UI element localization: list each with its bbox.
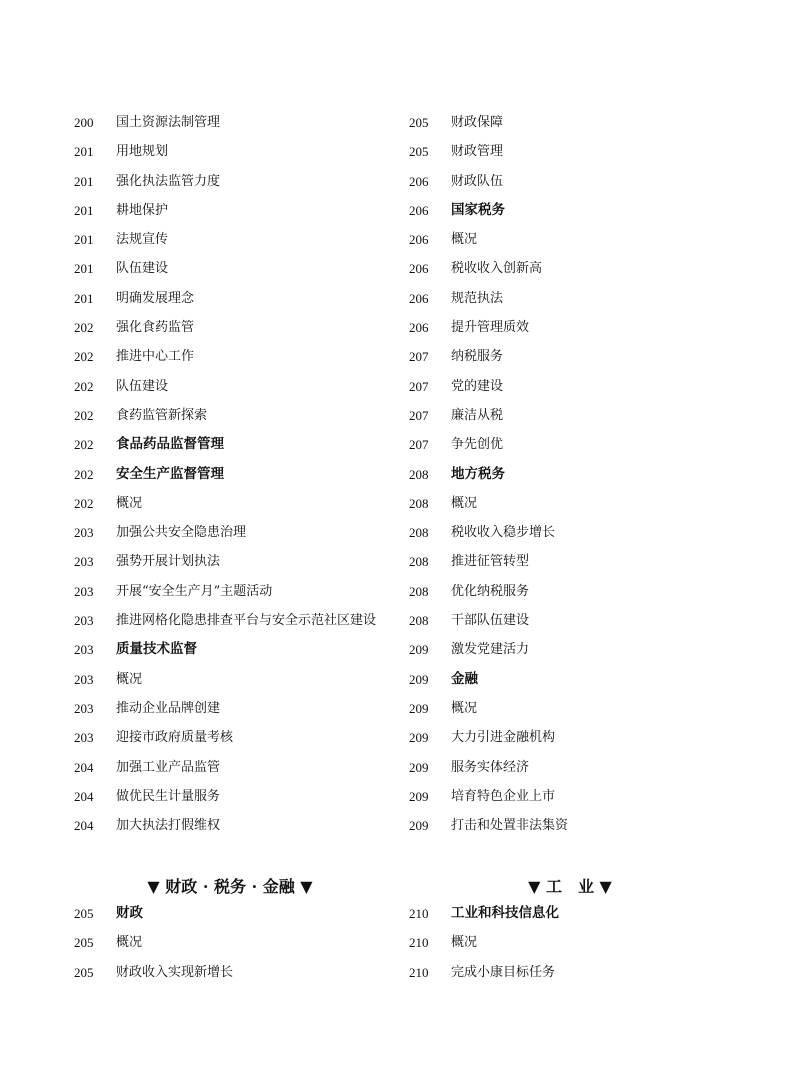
toc-entry-title: 工业和科技信息化: [451, 905, 559, 921]
toc-entry: [74, 401, 414, 430]
toc-entry: [74, 196, 414, 225]
toc-entry: [74, 225, 414, 254]
toc-entry: [74, 313, 414, 342]
toc-page-number: 203: [74, 642, 94, 658]
toc-entry: [409, 137, 749, 166]
toc-entry: [74, 518, 414, 547]
toc-page-number: 204: [74, 759, 94, 775]
toc-entry: [74, 958, 414, 987]
toc-page-number: 204: [74, 818, 94, 834]
toc-entry-title: 激发党建活力: [451, 642, 530, 658]
toc-entry-title: 服务实体经济: [451, 759, 530, 775]
toc-page-number: 206: [409, 290, 429, 306]
toc-entry: [74, 694, 414, 723]
toc-page-number: 206: [409, 261, 429, 277]
toc-section-industry-entries: [409, 899, 749, 987]
toc-entry-title: 党的建设: [451, 378, 504, 394]
toc-page-number: 203: [74, 583, 94, 599]
toc-entry: [409, 782, 749, 811]
toc-page-number: 205: [74, 964, 94, 980]
toc-entry: [409, 811, 749, 840]
toc-entry-title: 财政: [116, 905, 143, 921]
toc-entry: [409, 489, 749, 518]
toc-page-number: 209: [409, 759, 429, 775]
toc-entry: [409, 547, 749, 576]
toc-entry-title: 质量技术监督: [116, 641, 197, 658]
toc-page-number: 201: [74, 173, 94, 189]
toc-entry: [74, 928, 414, 957]
toc-entry: [74, 606, 414, 635]
toc-page-number: 205: [409, 115, 429, 130]
toc-page-number: 205: [409, 144, 429, 160]
toc-entry-title: 打击和处置非法集资: [451, 818, 569, 834]
toc-entry-title: 加强工业产品监管: [116, 759, 221, 775]
toc-entry-title: 加大执法打假维权: [116, 818, 221, 834]
toc-page-number: 203: [74, 613, 94, 629]
toc-page-number: 203: [74, 700, 94, 716]
toc-entry: [409, 254, 749, 283]
toc-entry-title: 食品药品监督管理: [116, 436, 224, 453]
toc-page-number: 210: [409, 964, 429, 980]
toc-entry-title: 安全生产监督管理: [116, 465, 224, 482]
section-heading-industry: ▼ 工 业 ▼: [528, 877, 612, 896]
toc-section-entry: [409, 899, 749, 928]
toc-entry-title: 财政收入实现新增长: [116, 964, 234, 980]
toc-section-entry: [74, 635, 414, 664]
toc-page-number: 210: [409, 906, 429, 921]
toc-entry: [74, 489, 414, 518]
toc-page-number: 203: [74, 671, 94, 687]
toc-entry-title: 廉洁从税: [451, 407, 504, 423]
toc-page-number: 205: [74, 906, 94, 921]
toc-page-number: 202: [74, 466, 94, 482]
toc-page-number: 209: [409, 730, 429, 746]
toc-left-column: [74, 108, 414, 840]
toc-entry-title: 金融: [451, 670, 478, 687]
toc-entry-title: 强化食药监管: [116, 320, 195, 336]
toc-entry-title: 耕地保护: [116, 202, 169, 218]
toc-entry-title: 纳税服务: [451, 349, 504, 365]
toc-section-entry: [409, 196, 749, 225]
toc-entry-title: 财政队伍: [451, 173, 504, 189]
toc-section-entry: [74, 460, 414, 489]
toc-page-number: 200: [74, 115, 94, 130]
toc-entry: [74, 167, 414, 196]
toc-entry-title: 干部队伍建设: [451, 613, 530, 629]
toc-page-number: 209: [409, 700, 429, 716]
toc-entry: [74, 723, 414, 752]
toc-page-number: 206: [409, 232, 429, 248]
toc-page-number: 202: [74, 320, 94, 336]
toc-page-number: 202: [74, 437, 94, 453]
toc-entry-title: 概况: [116, 671, 143, 687]
toc-page-number: 201: [74, 202, 94, 218]
toc-page-number: 207: [409, 378, 429, 394]
toc-entry-title: 迎接市政府质量考核: [116, 730, 234, 746]
toc-entry: [74, 284, 414, 313]
toc-page-number: 205: [74, 935, 94, 951]
toc-page-number: 201: [74, 290, 94, 306]
toc-entry: [409, 606, 749, 635]
toc-entry-title: 优化纳税服务: [451, 583, 530, 599]
toc-entry: [409, 694, 749, 723]
toc-page-number: 209: [409, 671, 429, 687]
toc-entry-title: 明确发展理念: [116, 290, 195, 306]
toc-entry-title: 培育特色企业上市: [451, 788, 556, 804]
toc-entry: [409, 635, 749, 664]
toc-section-finance-entries: [74, 899, 414, 987]
toc-entry-title: 推进征管转型: [451, 554, 530, 570]
toc-entry-title: 财政管理: [451, 144, 504, 160]
toc-entry-title: 国家税务: [451, 201, 505, 218]
toc-page-number: 208: [409, 583, 429, 599]
toc-entry: [74, 108, 414, 137]
toc-entry-title: 大力引进金融机构: [451, 730, 556, 746]
toc-page-number: 202: [74, 378, 94, 394]
toc-page-number: 209: [409, 642, 429, 658]
toc-entry-title: 税收收入稳步增长: [451, 525, 556, 541]
toc-page-number: 206: [409, 320, 429, 336]
toc-entry-title: 概况: [451, 495, 478, 511]
toc-section-entry: [409, 460, 749, 489]
toc-entry-title: 法规宣传: [116, 232, 169, 248]
toc-section-entry: [74, 430, 414, 459]
toc-entry-title: 推进中心工作: [116, 349, 195, 365]
toc-page-number: 208: [409, 613, 429, 629]
toc-entry: [409, 958, 749, 987]
toc-entry-title: 强化执法监管力度: [116, 173, 221, 189]
toc-page-number: 207: [409, 407, 429, 423]
toc-section-entry: [74, 899, 414, 928]
toc-entry-title: 概况: [451, 700, 478, 716]
toc-page-number: 207: [409, 437, 429, 453]
toc-entry-title: 概况: [116, 495, 143, 511]
toc-entry-title: 税收收入创新高: [451, 261, 543, 277]
toc-entry: [409, 928, 749, 957]
toc-entry: [409, 225, 749, 254]
toc-entry: [74, 665, 414, 694]
toc-page-number: 201: [74, 144, 94, 160]
toc-entry: [74, 342, 414, 371]
toc-page-number: 206: [409, 202, 429, 218]
toc-page-number: 209: [409, 788, 429, 804]
section-heading-finance: ▼ 财政 · 税务 · 金融 ▼: [147, 877, 313, 896]
toc-entry-title: 开展“安全生产月”主题活动: [116, 583, 273, 599]
toc-entry: [74, 811, 414, 840]
toc-entry-title: 概况: [451, 232, 478, 248]
toc-entry-title: 完成小康目标任务: [451, 964, 556, 980]
toc-entry: [74, 753, 414, 782]
toc-entry: [409, 723, 749, 752]
toc-page-number: 209: [409, 818, 429, 834]
toc-entry-title: 概况: [451, 935, 478, 951]
toc-entry-title: 食药监管新探索: [116, 407, 208, 423]
toc-page-number: 203: [74, 730, 94, 746]
toc-page-number: 202: [74, 495, 94, 511]
toc-page-number: 204: [74, 788, 94, 804]
toc-entry: [74, 547, 414, 576]
toc-entry-title: 队伍建设: [116, 378, 169, 394]
toc-right-column: [409, 108, 749, 840]
toc-entry: [74, 254, 414, 283]
toc-entry-title: 推动企业品牌创建: [116, 700, 221, 716]
toc-page-number: 208: [409, 525, 429, 541]
toc-entry: [74, 782, 414, 811]
toc-entry: [409, 518, 749, 547]
toc-entry: [409, 401, 749, 430]
toc-entry-title: 财政保障: [451, 115, 504, 130]
toc-entry: [409, 372, 749, 401]
toc-entry: [409, 313, 749, 342]
toc-entry: [409, 753, 749, 782]
toc-entry: [74, 372, 414, 401]
toc-entry-title: 国土资源法制管理: [116, 115, 221, 130]
toc-page-number: 207: [409, 349, 429, 365]
toc-page-number: 203: [74, 554, 94, 570]
toc-page-number: 202: [74, 349, 94, 365]
toc-entry-title: 争先创优: [451, 437, 504, 453]
toc-entry-title: 提升管理质效: [451, 320, 530, 336]
toc-entry-title: 加强公共安全隐患治理: [116, 525, 247, 541]
toc-entry: [409, 577, 749, 606]
toc-entry: [409, 167, 749, 196]
toc-page-number: 203: [74, 525, 94, 541]
toc-page-number: 210: [409, 935, 429, 951]
toc-section-entry: [409, 665, 749, 694]
toc-entry-title: 规范执法: [451, 290, 504, 306]
toc-entry: [409, 430, 749, 459]
toc-entry-title: 做优民生计量服务: [116, 788, 221, 804]
toc-page-number: 201: [74, 232, 94, 248]
toc-page-number: 201: [74, 261, 94, 277]
toc-entry: [74, 577, 414, 606]
toc-page-number: 208: [409, 554, 429, 570]
toc-entry-title: 用地规划: [116, 144, 169, 160]
toc-entry-title: 队伍建设: [116, 261, 169, 277]
toc-entry-title: 强势开展计划执法: [116, 554, 221, 570]
toc-entry-title: 概况: [116, 935, 143, 951]
toc-entry: [409, 284, 749, 313]
toc-page-number: 202: [74, 407, 94, 423]
toc-page-number: 208: [409, 466, 429, 482]
toc-entry-title: 推进网格化隐患排查平台与安全示范社区建设: [116, 613, 377, 629]
toc-page-number: 208: [409, 495, 429, 511]
toc-entry: [409, 342, 749, 371]
toc-page-number: 206: [409, 173, 429, 189]
toc-entry-title: 地方税务: [451, 465, 505, 482]
toc-entry: [409, 108, 749, 137]
toc-entry: [74, 137, 414, 166]
